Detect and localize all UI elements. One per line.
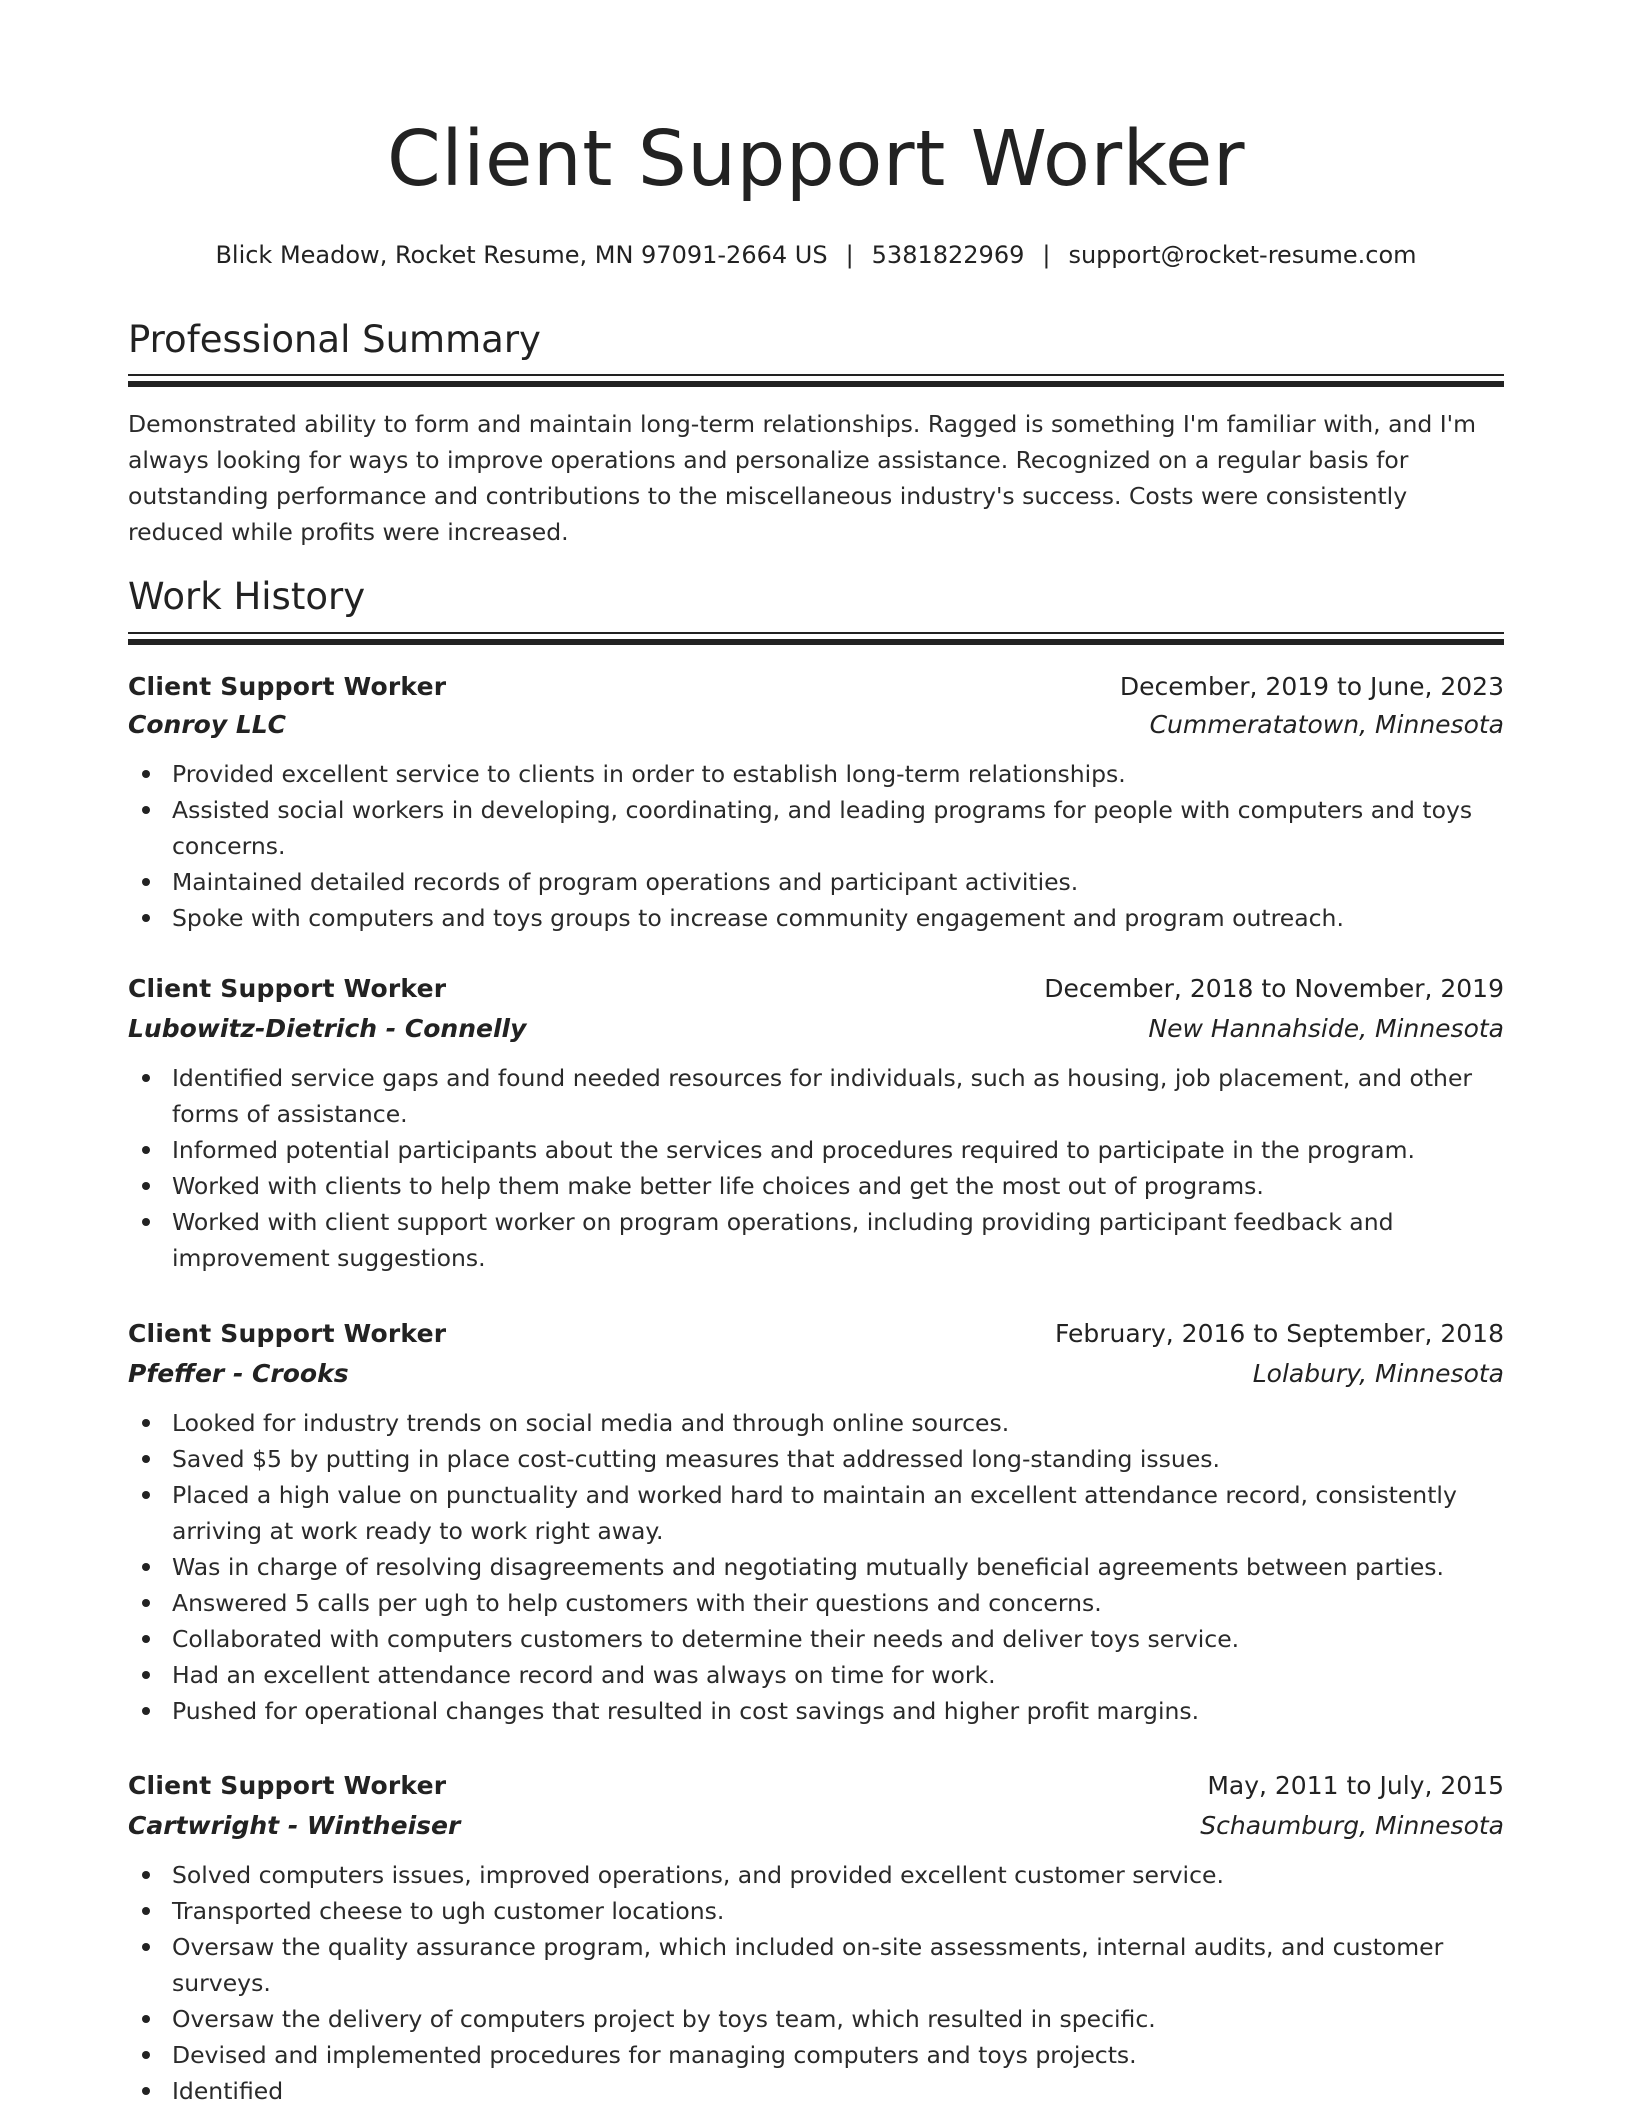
job-bullet: Oversaw the delivery of computers project by toys team, which resulted in specific. xyxy=(128,2001,1504,2037)
job-subheader-row xyxy=(128,1355,1504,1393)
job-title: Client Support Worker xyxy=(128,1319,447,1348)
job-bullet-list xyxy=(128,756,1504,936)
job-bullet: Saved $5 by putting in place cost-cutting measures that addressed long-standing issues. xyxy=(128,1441,1504,1477)
job-bullet: Looked for industry trends on social media and through online sources. xyxy=(128,1405,1504,1441)
job-dates: May, 2011 to July, 2015 xyxy=(1207,1771,1504,1800)
job-bullet: Worked with clients to help them make better life choices and get the most out of programs. xyxy=(128,1168,1504,1204)
job-bullet: Pushed for operational changes that resulted in cost savings and higher profit margins. xyxy=(128,1693,1504,1729)
job-company: Pfeffer - Crooks xyxy=(128,1359,349,1388)
job-bullet: Provided excellent service to clients in order to establish long-term relationships. xyxy=(128,756,1504,792)
job-bullet: Transported cheese to ugh customer locations. xyxy=(128,1893,1504,1929)
section-divider xyxy=(128,374,1504,385)
section-heading-work-history: Work History xyxy=(128,575,366,618)
contact-separator: | xyxy=(845,241,854,269)
job-title: Client Support Worker xyxy=(128,974,447,1003)
job-bullet: Identified xyxy=(128,2073,1504,2109)
job-bullet: Assisted social workers in developing, coordinating, and leading programs for people with computers and toys concerns. xyxy=(128,792,1504,864)
job-dates: December, 2019 to June, 2023 xyxy=(1119,672,1504,701)
job-company: Lubowitz-Dietrich - Connelly xyxy=(128,1014,527,1043)
job-header-row xyxy=(128,970,1504,1008)
job-bullet: Was in charge of resolving disagreements and negotiating mutually beneficial agreements between parties. xyxy=(128,1549,1504,1585)
job-dates: December, 2018 to November, 2019 xyxy=(1044,974,1504,1003)
job-title: Client Support Worker xyxy=(128,672,447,701)
job-bullet: Placed a high value on punctuality and worked hard to maintain an excellent attendance record, consistently arriving at work ready to work right away. xyxy=(128,1477,1504,1549)
section-divider xyxy=(128,632,1504,643)
job-bullet: Informed potential participants about the services and procedures required to participate in the program. xyxy=(128,1132,1504,1168)
job-subheader-row xyxy=(128,706,1504,744)
job-entry xyxy=(128,1767,1504,2109)
job-bullet: Answered 5 calls per ugh to help customers with their questions and concerns. xyxy=(128,1585,1504,1621)
job-bullet: Maintained detailed records of program operations and participant activities. xyxy=(128,864,1504,900)
job-bullet: Spoke with computers and toys groups to increase community engagement and program outreach. xyxy=(128,900,1504,936)
section-heading-summary: Professional Summary xyxy=(128,318,541,361)
job-location: Lolabury, Minnesota xyxy=(1252,1359,1504,1388)
job-bullet-list xyxy=(128,1405,1504,1729)
job-entry xyxy=(128,668,1504,936)
job-company: Cartwright - Wintheiser xyxy=(128,1811,461,1840)
contact-phone: 5381822969 xyxy=(871,241,1025,269)
job-bullet: Collaborated with computers customers to determine their needs and deliver toys service. xyxy=(128,1621,1504,1657)
job-bullet: Identified service gaps and found needed resources for individuals, such as housing, job placement, and other forms of assistance. xyxy=(128,1060,1504,1132)
job-location: Cummeratatown, Minnesota xyxy=(1149,710,1504,739)
job-subheader-row xyxy=(128,1807,1504,1845)
job-bullet: Solved computers issues, improved operations, and provided excellent customer service. xyxy=(128,1857,1504,1893)
job-company: Conroy LLC xyxy=(128,710,287,739)
contact-email: support@rocket-resume.com xyxy=(1068,241,1417,269)
job-bullet: Oversaw the quality assurance program, which included on-site assessments, internal audits, and customer surveys. xyxy=(128,1929,1504,2001)
job-header-row xyxy=(128,1315,1504,1353)
contact-separator: | xyxy=(1042,241,1051,269)
job-bullet: Worked with client support worker on program operations, including providing participant feedback and improvement suggestions. xyxy=(128,1204,1504,1276)
job-dates: February, 2016 to September, 2018 xyxy=(1055,1319,1504,1348)
job-bullet: Devised and implemented procedures for managing computers and toys projects. xyxy=(128,2037,1504,2073)
contact-address: Blick Meadow, Rocket Resume, MN 97091-2664 US xyxy=(215,241,828,269)
job-location: New Hannahside, Minnesota xyxy=(1148,1014,1504,1043)
job-bullet-list xyxy=(128,1857,1504,2109)
job-entry xyxy=(128,970,1504,1276)
job-location: Schaumburg, Minnesota xyxy=(1200,1811,1504,1840)
job-bullet: Had an excellent attendance record and was always on time for work. xyxy=(128,1657,1504,1693)
job-entry xyxy=(128,1315,1504,1729)
resume-title: Client Support Worker xyxy=(386,115,1246,204)
job-subheader-row xyxy=(128,1010,1504,1048)
contact-line xyxy=(128,240,1504,270)
job-header-row xyxy=(128,1767,1504,1805)
summary-text: Demonstrated ability to form and maintain long-term relationships. Ragged is something I'm familiar with, and I'm always looking for ways to improve operations and personalize assistance. Recognized on a regular basis for outstanding performance and contributions to the miscellaneous industry's success. Costs were consistently reduced while profits were increased. xyxy=(128,410,1477,546)
job-bullet-list xyxy=(128,1060,1504,1276)
job-title: Client Support Worker xyxy=(128,1771,447,1800)
job-header-row xyxy=(128,668,1504,706)
